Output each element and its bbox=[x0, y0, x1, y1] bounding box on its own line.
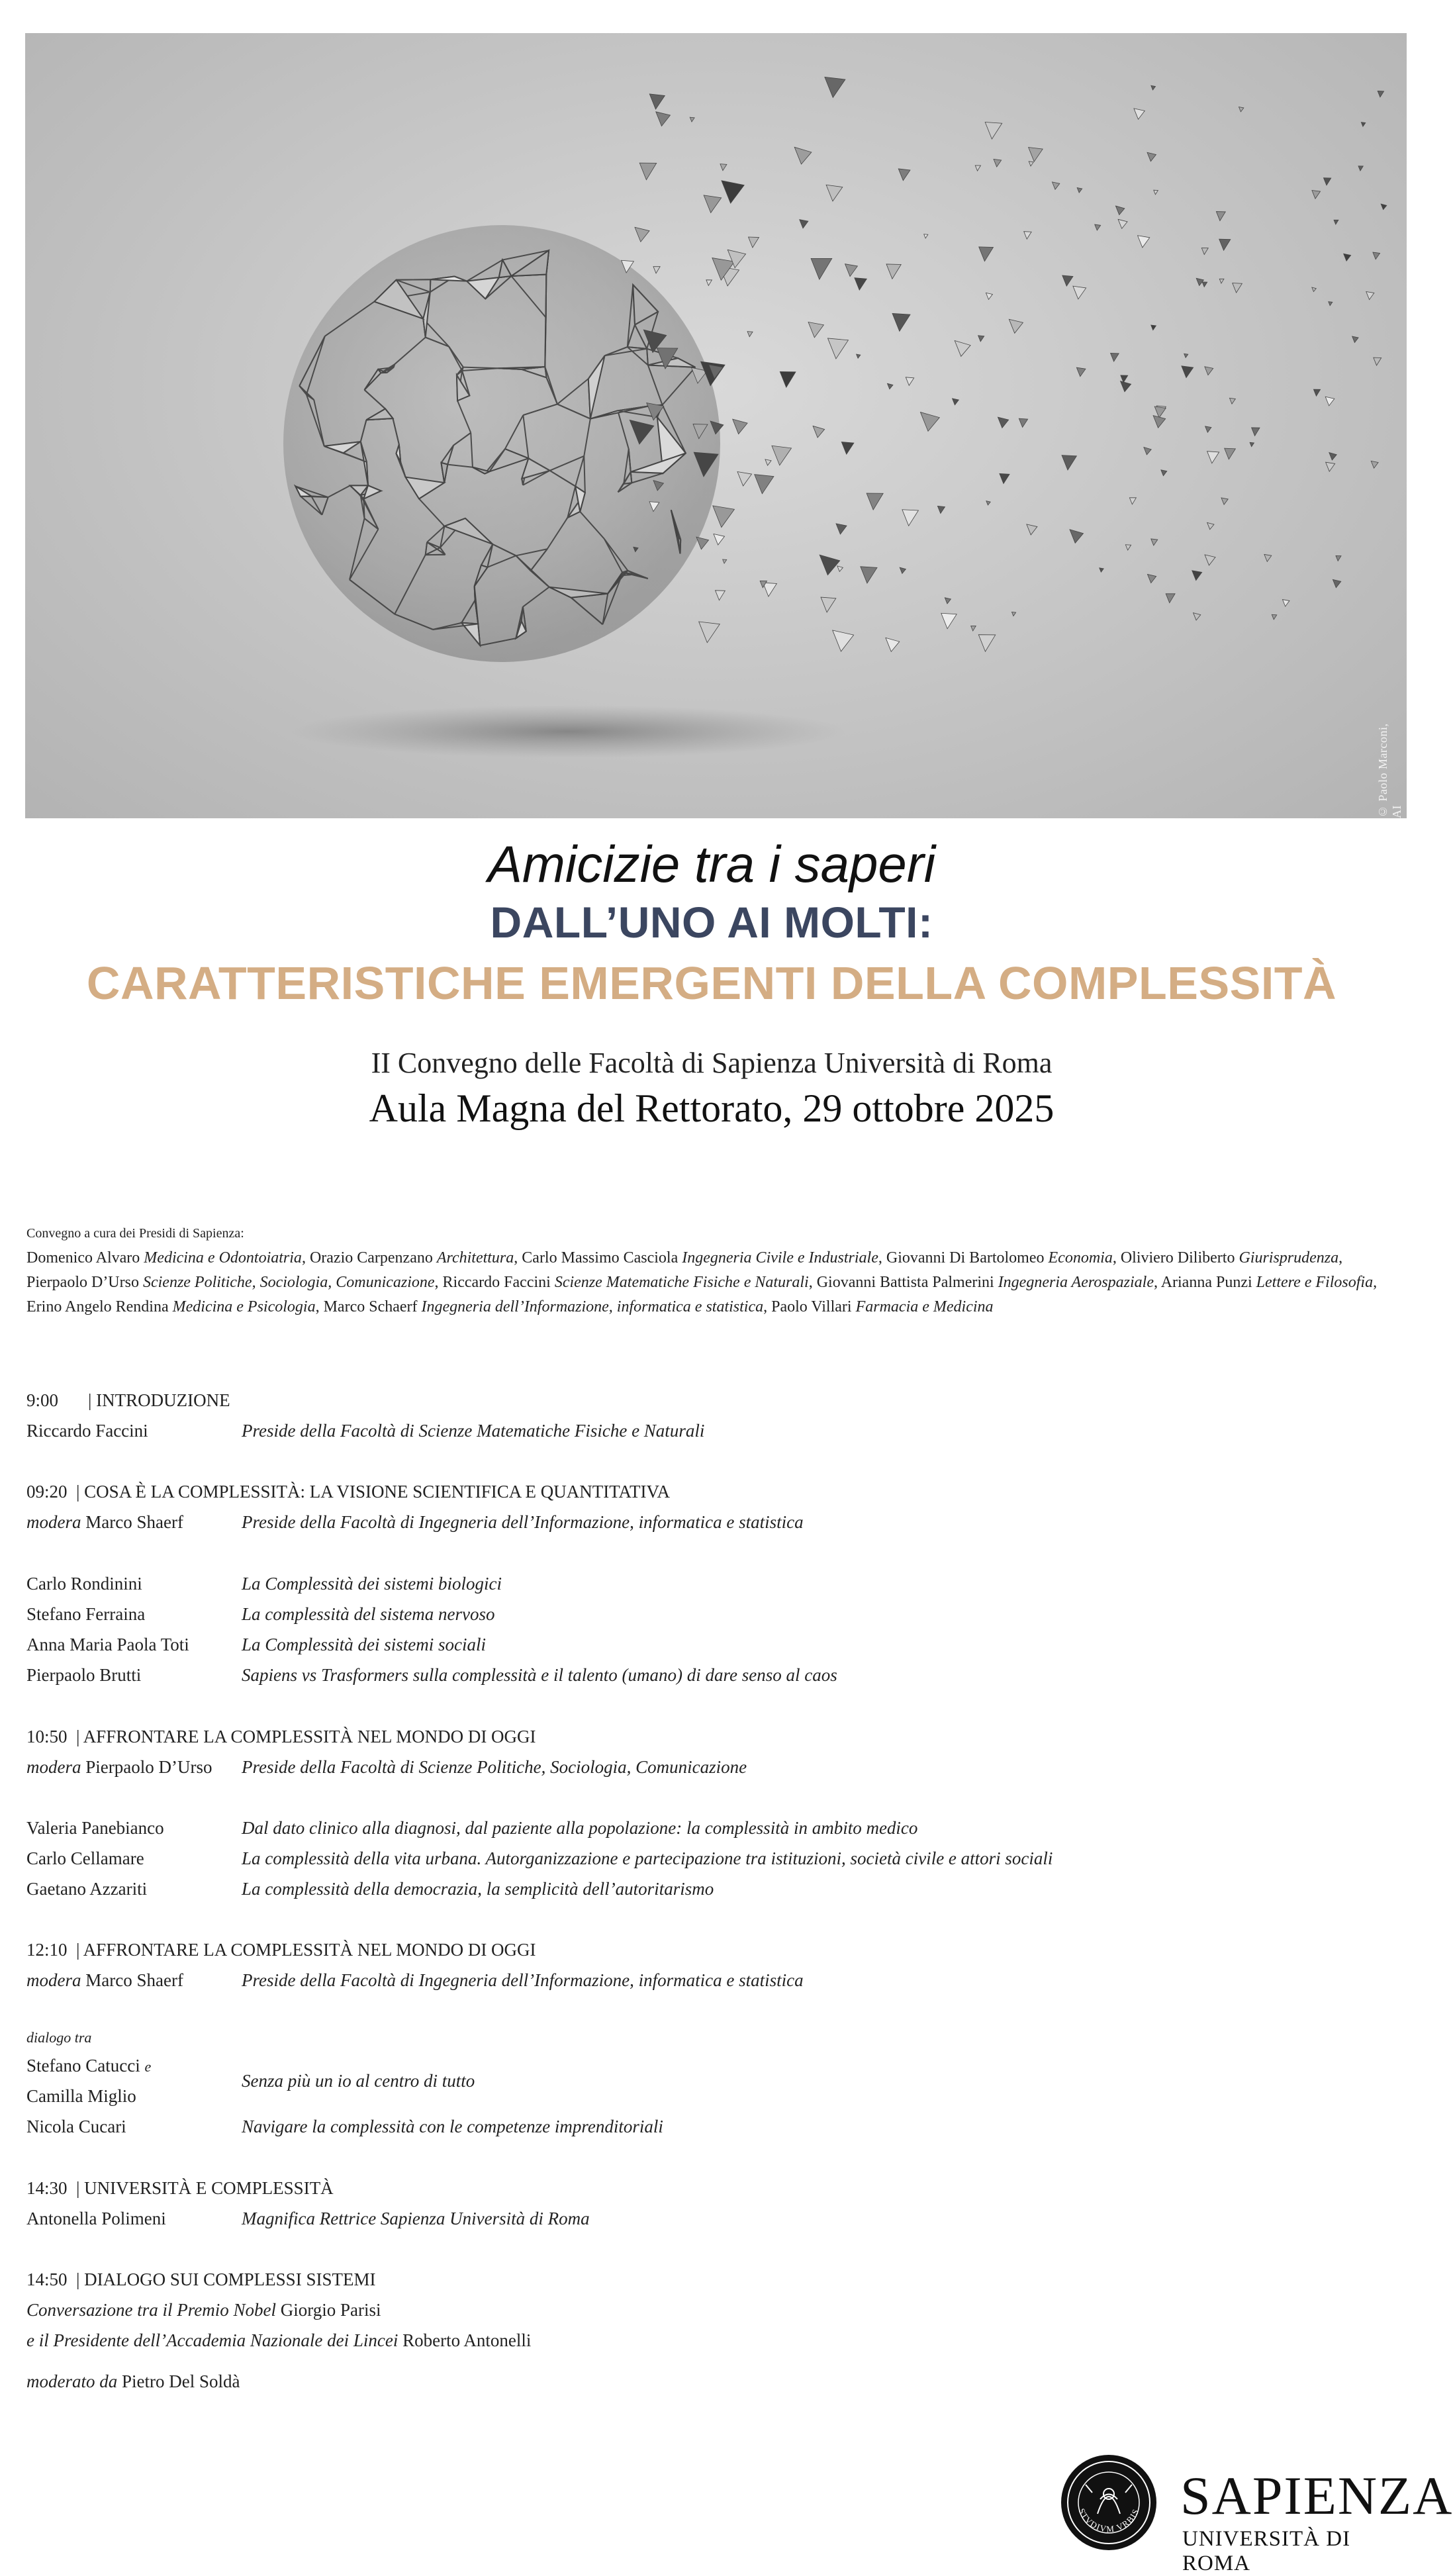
organizers-block bbox=[26, 1221, 1403, 1319]
conversation-intro: Conversazione tra il Premio Nobel bbox=[26, 2300, 276, 2320]
main-title: DALL’UNO AI MOLTI: bbox=[490, 898, 933, 947]
organizers-intro: Convegno a cura dei Presidi di Sapienza: bbox=[26, 1226, 244, 1241]
dialog-label: dialogo tra bbox=[26, 2029, 92, 2046]
moderator-prefix: modera bbox=[26, 1512, 81, 1532]
organizer-name: Marco Schaerf bbox=[323, 1298, 418, 1315]
session-time: 09:20 bbox=[26, 1482, 68, 1502]
logo-wordmark: SAPIENZA bbox=[1180, 2465, 1453, 2526]
hero-image bbox=[25, 33, 1407, 818]
sapienza-logo bbox=[1059, 2453, 1453, 2575]
session-title: AFFRONTARE LA COMPLESSITÀ NEL MONDO DI OGGI bbox=[83, 1727, 536, 1746]
moderator-prefix: moderato da bbox=[26, 2371, 118, 2391]
talk-topic: La complessità del sistema nervoso bbox=[242, 1604, 495, 1624]
speaker-name: Carlo Cellamare bbox=[26, 1848, 144, 1868]
organizer-name: Riccardo Faccini bbox=[442, 1274, 551, 1291]
session-time: 12:10 bbox=[26, 1940, 68, 1960]
organizer-faculty: Medicina e Psicologia bbox=[172, 1298, 316, 1315]
speaker-name: Roberto Antonelli bbox=[402, 2330, 532, 2350]
fragmenting-sphere-illustration bbox=[25, 33, 1407, 818]
organizer-name: Giovanni Battista Palmerini bbox=[816, 1274, 994, 1291]
university-seal-icon bbox=[1059, 2453, 1158, 2552]
speaker-name: Antonella Polimeni bbox=[26, 2209, 166, 2228]
speaker-name: Riccardo Faccini bbox=[26, 1421, 148, 1441]
moderator-role: Preside della Facoltà di Scienze Politiche, Sociologia, Comunicazione bbox=[242, 1757, 747, 1777]
organizer-name: Domenico Alvaro bbox=[26, 1249, 140, 1266]
talk-topic: Dal dato clinico alla diagnosi, dal paziente alla popolazione: la complessità in ambito medico bbox=[242, 1818, 918, 1838]
moderator-name: Pierpaolo D’Urso bbox=[85, 1757, 212, 1777]
conversation-intro: e il Presidente dell’Accademia Nazionale dei Lincei bbox=[26, 2330, 398, 2350]
organizer-faculty: Giurisprudenza bbox=[1239, 1249, 1339, 1266]
speaker-name: Stefano Catucci bbox=[26, 2056, 140, 2075]
moderator-prefix: modera bbox=[26, 1757, 81, 1777]
moderator-name: Pietro Del Soldà bbox=[122, 2371, 240, 2391]
talk-topic: La complessità della vita urbana. Autorganizzazione e partecipazione tra istituzioni, società civile e attori sociali bbox=[242, 1848, 1053, 1868]
speaker-name: Anna Maria Paola Toti bbox=[26, 1635, 189, 1654]
talk-topic: La Complessità dei sistemi sociali bbox=[242, 1635, 487, 1654]
moderator-prefix: modera bbox=[26, 1970, 81, 1990]
session-time: 14:30 bbox=[26, 2178, 68, 2198]
organizer-name: Carlo Massimo Casciola bbox=[522, 1249, 679, 1266]
organizer-name: Erino Angelo Rendina bbox=[26, 1298, 169, 1315]
session-title: AFFRONTARE LA COMPLESSITÀ NEL MONDO DI OGGI bbox=[83, 1940, 536, 1960]
organizer-name: Orazio Carpenzano bbox=[309, 1249, 433, 1266]
seal-text: STVDIVM VRBIS bbox=[1076, 2506, 1141, 2534]
talk-topic: Senza più un io al centro di tutto bbox=[242, 2071, 475, 2091]
organizer-faculty: Ingegneria Aerospaziale bbox=[998, 1274, 1154, 1291]
session-title: INTRODUZIONE bbox=[96, 1390, 230, 1410]
moderator-role: Preside della Facoltà di Ingegneria dell’Informazione, informatica e statistica bbox=[242, 1512, 804, 1532]
speaker-name: Valeria Panebianco bbox=[26, 1818, 164, 1838]
speaker-name: Pierpaolo Brutti bbox=[26, 1665, 142, 1685]
organizer-faculty: Scienze Politiche, Sociologia, Comunicazione bbox=[142, 1274, 435, 1291]
speaker-role: Preside della Facoltà di Scienze Matematiche Fisiche e Naturali bbox=[242, 1421, 705, 1441]
venue-date: Aula Magna del Rettorato, 29 ottobre 2025 bbox=[369, 1086, 1055, 1130]
organizer-faculty: Ingegneria dell’Informazione, informatica e statistica bbox=[421, 1298, 764, 1315]
conference-name: II Convegno delle Facoltà di Sapienza Università di Roma bbox=[371, 1047, 1053, 1079]
moderator-name: Marco Shaerf bbox=[85, 1970, 183, 1990]
organizer-name: Paolo Villari bbox=[771, 1298, 852, 1315]
organizer-name: Giovanni Di Bartolomeo bbox=[886, 1249, 1045, 1266]
logo-subtitle: UNIVERSITÀ DI ROMA bbox=[1182, 2527, 1351, 2575]
main-title-secondary: CARATTERISTICHE EMERGENTI DELLA COMPLESSITÀ bbox=[86, 957, 1337, 1009]
talk-topic: Navigare la complessità con le competenze imprenditoriali bbox=[242, 2117, 663, 2136]
conjunction: e bbox=[144, 2058, 152, 2075]
subtitle-amicizie: Amicizie tra i saperi bbox=[487, 835, 936, 893]
moderator-role: Preside della Facoltà di Ingegneria dell’Informazione, informatica e statistica bbox=[242, 1970, 804, 1990]
session-title: DIALOGO SUI COMPLESSI SISTEMI bbox=[84, 2269, 376, 2289]
organizer-faculty: Scienze Matematiche Fisiche e Naturali bbox=[554, 1274, 809, 1291]
organizers-list: Domenico Alvaro Medicina e Odontoiatria, Orazio Carpenzano Architettura, Carlo Massimo Casciola Ingegneria Civile e Industriale, Giovanni Di Bartolomeo Economia, Oliviero Diliberto Giurisprudenza, Pierpaolo D’Urso Scienze Politiche, Sociologia, Comunicazione, Riccardo Faccini Scienze Matematiche Fisiche e Naturali, Giovanni Battista Palmerini Ingegneria Aerospaziale, Arianna Punzi Lettere e Filosofia, Erino Angelo Rendina Medicina e Psicologia, Marco Schaerf Ingegneria dell’Informazione, informatica e statistica, Paolo Villari Farmacia e Medicina bbox=[26, 1249, 1378, 1315]
organizer-name: Pierpaolo D’Urso bbox=[26, 1274, 139, 1291]
speaker-name: Gaetano Azzariti bbox=[26, 1879, 148, 1899]
speaker-name: Giorgio Parisi bbox=[280, 2300, 381, 2320]
organizer-faculty: Farmacia e Medicina bbox=[855, 1298, 994, 1315]
speaker-name: Nicola Cucari bbox=[26, 2117, 126, 2136]
session-time: 9:00 bbox=[26, 1390, 59, 1410]
organizer-faculty: Medicina e Odontoiatria bbox=[144, 1249, 302, 1266]
talk-topic: La Complessità dei sistemi biologici bbox=[242, 1574, 502, 1594]
speaker-name: Camilla Miglio bbox=[26, 2086, 136, 2106]
organizer-faculty: Ingegneria Civile e Industriale bbox=[682, 1249, 878, 1266]
speaker-name: Carlo Rondinini bbox=[26, 1574, 142, 1594]
photo-credit: © Paolo Marconi, AI bbox=[1376, 723, 1403, 818]
session-title: COSA È LA COMPLESSITÀ: LA VISIONE SCIENTIFICA E QUANTITATIVA bbox=[84, 1482, 671, 1502]
moderator-name: Marco Shaerf bbox=[85, 1512, 183, 1532]
talk-topic: Sapiens vs Trasformers sulla complessità e il talento (umano) di dare senso al caos bbox=[242, 1665, 837, 1685]
organizer-name: Arianna Punzi bbox=[1160, 1274, 1252, 1291]
speaker-role: Magnifica Rettrice Sapienza Università di Roma bbox=[242, 2209, 590, 2228]
session-title: UNIVERSITÀ E COMPLESSITÀ bbox=[84, 2178, 334, 2198]
organizer-faculty: Architettura bbox=[436, 1249, 514, 1266]
organizer-name: Oliviero Diliberto bbox=[1120, 1249, 1235, 1266]
session-time: 14:50 bbox=[26, 2269, 68, 2289]
speaker-name: Stefano Ferraina bbox=[26, 1604, 146, 1624]
talk-topic: La complessità della democrazia, la semplicità dell’autoritarismo bbox=[242, 1879, 714, 1899]
session-time: 10:50 bbox=[26, 1727, 68, 1746]
organizer-faculty: Lettere e Filosofia bbox=[1256, 1274, 1374, 1291]
organizer-faculty: Economia bbox=[1048, 1249, 1113, 1266]
